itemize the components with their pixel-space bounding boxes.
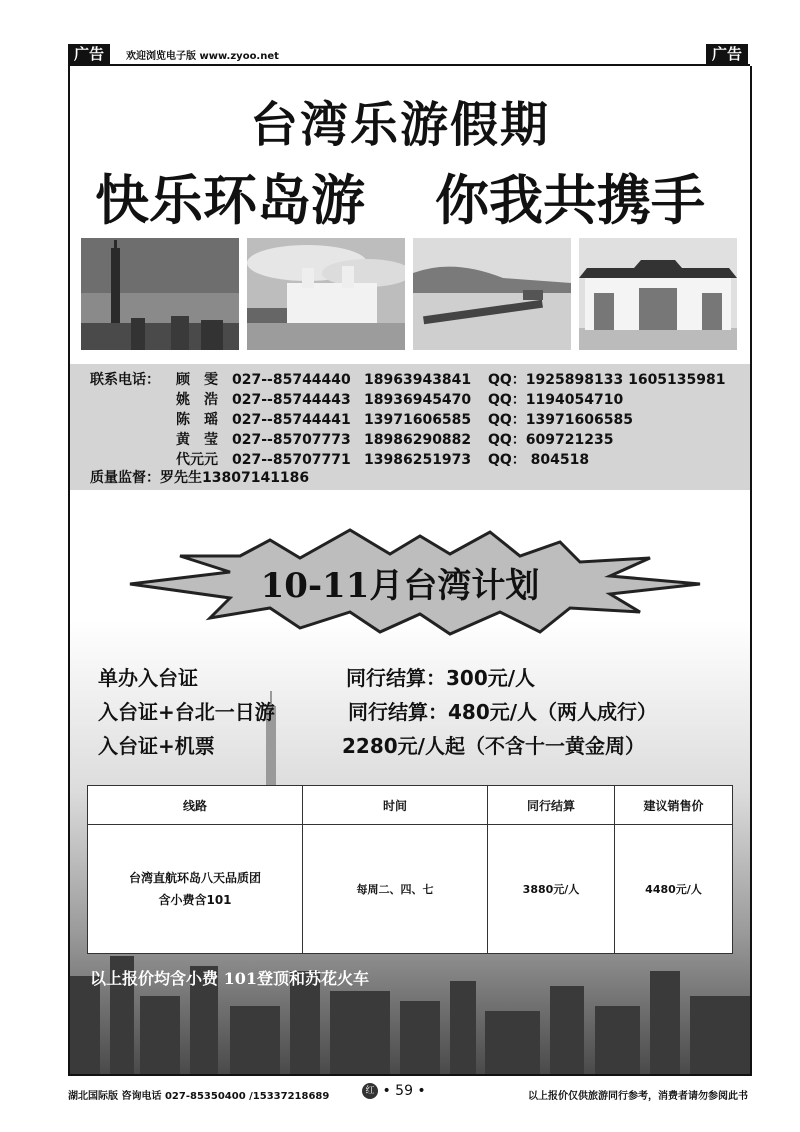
contact-qq: QQ：1194054710	[488, 392, 624, 408]
route-name-line1: 台湾直航环岛八天品质团	[128, 871, 261, 885]
publisher-logo-icon: 红	[362, 1083, 378, 1099]
footer-disclaimer: 以上报价仅供旅游同行参考，消费者请勿参阅此书	[528, 1091, 748, 1102]
contact-tel[interactable]: 027--85744440	[232, 372, 351, 388]
contact-name: 陈 瑶	[176, 412, 218, 428]
photo-castle	[247, 238, 405, 350]
route-cell	[88, 825, 303, 954]
page-number	[362, 1083, 426, 1099]
photo-taipei-101	[81, 238, 239, 350]
ad-tag-left: 广告	[68, 44, 110, 64]
settle-cell: 3880元/人	[488, 825, 615, 954]
photo-memorial-gate	[579, 238, 737, 350]
contact-name: 黄 莹	[176, 432, 218, 448]
contact-mobile[interactable]: 18963943841	[364, 372, 472, 388]
quality-text: 质量监督：罗先生13807141186	[90, 470, 310, 486]
route-name-line2: 含小费含101	[158, 893, 232, 907]
contact-mobile[interactable]: 13971606585	[364, 412, 472, 428]
contact-name: 顾 雯	[176, 372, 218, 388]
contact-tel[interactable]: 027--85744441	[232, 412, 351, 428]
headline: 台湾乐游假期	[249, 97, 550, 153]
contact-qq: QQ：1925898133 1605135981	[488, 372, 726, 388]
site-url[interactable]: 欢迎浏览电子版 www.zyoo.net	[126, 51, 279, 62]
subheadline	[0, 158, 800, 235]
pricing-item: 入台证+机票	[98, 734, 215, 758]
plan-title: 10-11月台湾计划	[260, 566, 540, 606]
photo-sun-moon-lake	[413, 238, 571, 350]
route-table	[87, 785, 733, 954]
contact-tel[interactable]: 027--85744443	[232, 392, 351, 408]
contact-name: 代元元	[176, 452, 218, 468]
contact-label: 联系电话：	[90, 372, 160, 388]
footer-left: 湖北国际版 咨询电话 027-85350400 /15337218689	[68, 1091, 330, 1102]
pricing-item: 入台证+台北一日游	[98, 700, 275, 724]
pricing-price: 2280元/人起（不含十一黄金周）	[342, 734, 645, 758]
col-header-settle: 同行结算	[488, 786, 615, 825]
page-number-text: • 59 •	[382, 1083, 426, 1099]
photo-strip	[81, 238, 737, 350]
table-row	[88, 825, 733, 954]
contact-mobile[interactable]: 18986290882	[364, 432, 472, 448]
price-note: 以上报价均含小费 101登顶和苏花火车	[90, 969, 369, 988]
contact-name: 姚 浩	[176, 392, 218, 408]
contact-qq: QQ：13971606585	[488, 412, 633, 428]
contact-tel[interactable]: 027--85707773	[232, 432, 351, 448]
contact-qq: QQ： 804518	[488, 452, 590, 468]
subheadline-part-b: 你我共携手	[435, 169, 705, 232]
contact-mobile[interactable]: 18936945470	[364, 392, 472, 408]
contact-mobile[interactable]: 13986251973	[364, 452, 472, 468]
contact-tel[interactable]: 027--85707771	[232, 452, 351, 468]
col-header-suggest: 建议销售价	[615, 786, 733, 825]
pricing-item: 单办入台证	[98, 666, 198, 690]
subheadline-part-a: 快乐环岛游	[95, 169, 365, 232]
contact-qq: QQ：609721235	[488, 432, 614, 448]
suggest-cell: 4480元/人	[615, 825, 733, 954]
col-header-time: 时间	[303, 786, 488, 825]
time-cell: 每周二、四、七	[303, 825, 488, 954]
pricing-price: 同行结算：300元/人	[346, 666, 536, 690]
pricing-price: 同行结算：480元/人（两人成行）	[348, 700, 658, 724]
col-header-route: 线路	[88, 786, 303, 825]
ad-tag-right: 广告	[706, 44, 748, 64]
contact-panel	[70, 364, 750, 490]
table-header-row	[88, 786, 733, 825]
